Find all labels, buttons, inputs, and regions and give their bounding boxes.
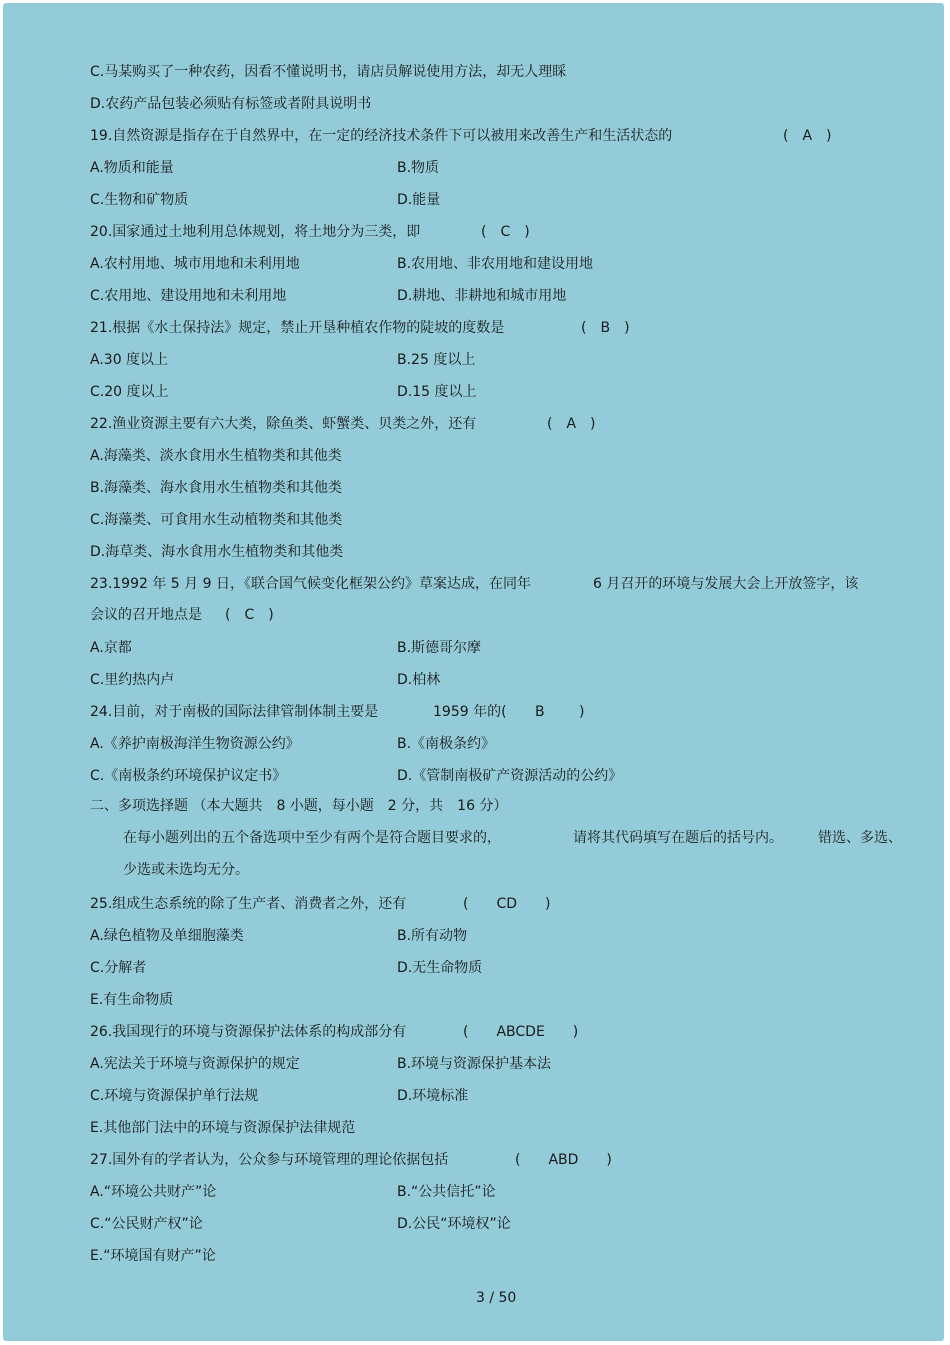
option-text: B.环境与资源保护基本法 — [397, 1056, 552, 1072]
page-number: 3 / 50 — [476, 1290, 517, 1306]
option-text: D.农药产品包装必须贴有标签或者附具说明书 — [90, 96, 372, 112]
option-text: B.所有动物 — [397, 928, 468, 944]
option-text: C.马某购买了一种农药，因看不懂说明书，请店员解说使用方法，却无人理睬 — [90, 64, 567, 80]
option-text: C.里约热内卢 — [90, 672, 175, 688]
option-text: D.柏林 — [397, 672, 441, 688]
answer-26: ( ABCDE ) — [463, 1024, 579, 1040]
question-26: 26.我国现行的环境与资源保护法体系的构成部分有 — [90, 1024, 407, 1040]
option-text: D.15 度以上 — [397, 384, 477, 400]
option-text: D.公民“环境权”论 — [397, 1216, 511, 1232]
section-heading: 二、多项选择题 （本大题共 8 小题，每小题 2 分，共 16 分） — [90, 798, 508, 814]
option-text: A.京都 — [90, 640, 132, 656]
option-text: C.20 度以上 — [90, 384, 169, 400]
question-22: 22.渔业资源主要有六大类，除鱼类、虾蟹类、贝类之外，还有 — [90, 416, 477, 432]
option-text: D.《管制南极矿产资源活动的公约》 — [397, 768, 623, 784]
option-text: C.农用地、建设用地和未利用地 — [90, 288, 287, 304]
option-text: B.海藻类、海水食用水生植物类和其他类 — [90, 480, 343, 496]
option-text: D.耕地、非耕地和城市用地 — [397, 288, 567, 304]
option-text: C.生物和矿物质 — [90, 192, 189, 208]
option-text: B.25 度以上 — [397, 352, 476, 368]
option-text: B.“公共信托”论 — [397, 1184, 496, 1200]
option-text: A.宪法关于环境与资源保护的规定 — [90, 1056, 300, 1072]
answer-20: ( C ) — [481, 224, 530, 240]
question-21: 21.根据《水土保持法》规定，禁止开垦种植农作物的陡坡的度数是 — [90, 320, 505, 336]
option-text: B.《南极条约》 — [397, 736, 496, 752]
option-text: D.能量 — [397, 192, 441, 208]
answer-19: ( A ) — [783, 128, 832, 144]
answer-24-close: ) — [579, 704, 585, 720]
option-text: A.“环境公共财产”论 — [90, 1184, 217, 1200]
option-text: A.30 度以上 — [90, 352, 169, 368]
option-text: A.农村用地、城市用地和未利用地 — [90, 256, 300, 272]
option-text: E.有生命物质 — [90, 992, 174, 1008]
question-25: 25.组成生态系统的除了生产者、消费者之外，还有 — [90, 896, 407, 912]
answer-21: ( B ) — [581, 320, 630, 336]
answer-25: ( CD ) — [463, 896, 551, 912]
option-text: A.海藻类、淡水食用水生植物类和其他类 — [90, 448, 342, 464]
option-text: E.其他部门法中的环境与资源保护法律规范 — [90, 1120, 356, 1136]
option-text: D.环境标准 — [397, 1088, 469, 1104]
option-text: A.《养护南极海洋生物资源公约》 — [90, 736, 300, 752]
answer-23: ( C ) — [225, 607, 274, 623]
option-text: A.绿色植物及单细胞藻类 — [90, 928, 244, 944]
question-23: 23.1992 年 5 月 9 日，《联合国气候变化框架公约》草案达成，在同年 — [90, 576, 531, 592]
answer-27: ( ABD ) — [515, 1152, 612, 1168]
question-23-cont: 6 月召开的环境与发展大会上开放签字，该 — [593, 576, 859, 592]
instruction-text: 错选、多选、 — [818, 830, 902, 846]
answer-22: ( A ) — [547, 416, 596, 432]
option-text: C.《南极条约环境保护议定书》 — [90, 768, 287, 784]
answer-24: B — [535, 704, 545, 720]
question-24-year: 1959 年的( — [433, 704, 507, 720]
option-text: C.海藻类、可食用水生动植物类和其他类 — [90, 512, 343, 528]
option-text: A.物质和能量 — [90, 160, 174, 176]
option-text: D.无生命物质 — [397, 960, 483, 976]
option-text: C.分解者 — [90, 960, 147, 976]
question-20: 20.国家通过土地利用总体规划，将土地分为三类，即 — [90, 224, 421, 240]
option-text: C.“公民财产权”论 — [90, 1216, 203, 1232]
option-text: B.农用地、非农用地和建设用地 — [397, 256, 594, 272]
instruction-text: 少选或未选均无分。 — [123, 862, 249, 878]
option-text: B.斯德哥尔摩 — [397, 640, 482, 656]
instruction-text: 在每小题列出的五个备选项中至少有两个是符合题目要求的， — [123, 830, 501, 846]
instruction-text: 请将其代码填写在题后的括号内。 — [573, 830, 783, 846]
option-text: B.物质 — [397, 160, 440, 176]
question-27: 27.国外有的学者认为，公众参与环境管理的理论依据包括 — [90, 1152, 449, 1168]
question-19: 19.自然资源是指存在于自然界中，在一定的经济技术条件下可以被用来改善生产和生活状态的 — [90, 128, 673, 144]
option-text: C.环境与资源保护单行法规 — [90, 1088, 259, 1104]
option-text: E.“环境国有财产”论 — [90, 1248, 216, 1264]
question-24: 24.目前，对于南极的国际法律管制体制主要是 — [90, 704, 379, 720]
option-text: D.海草类、海水食用水生植物类和其他类 — [90, 544, 344, 560]
document-page — [3, 3, 944, 1341]
question-23-line2: 会议的召开地点是 — [90, 607, 202, 623]
